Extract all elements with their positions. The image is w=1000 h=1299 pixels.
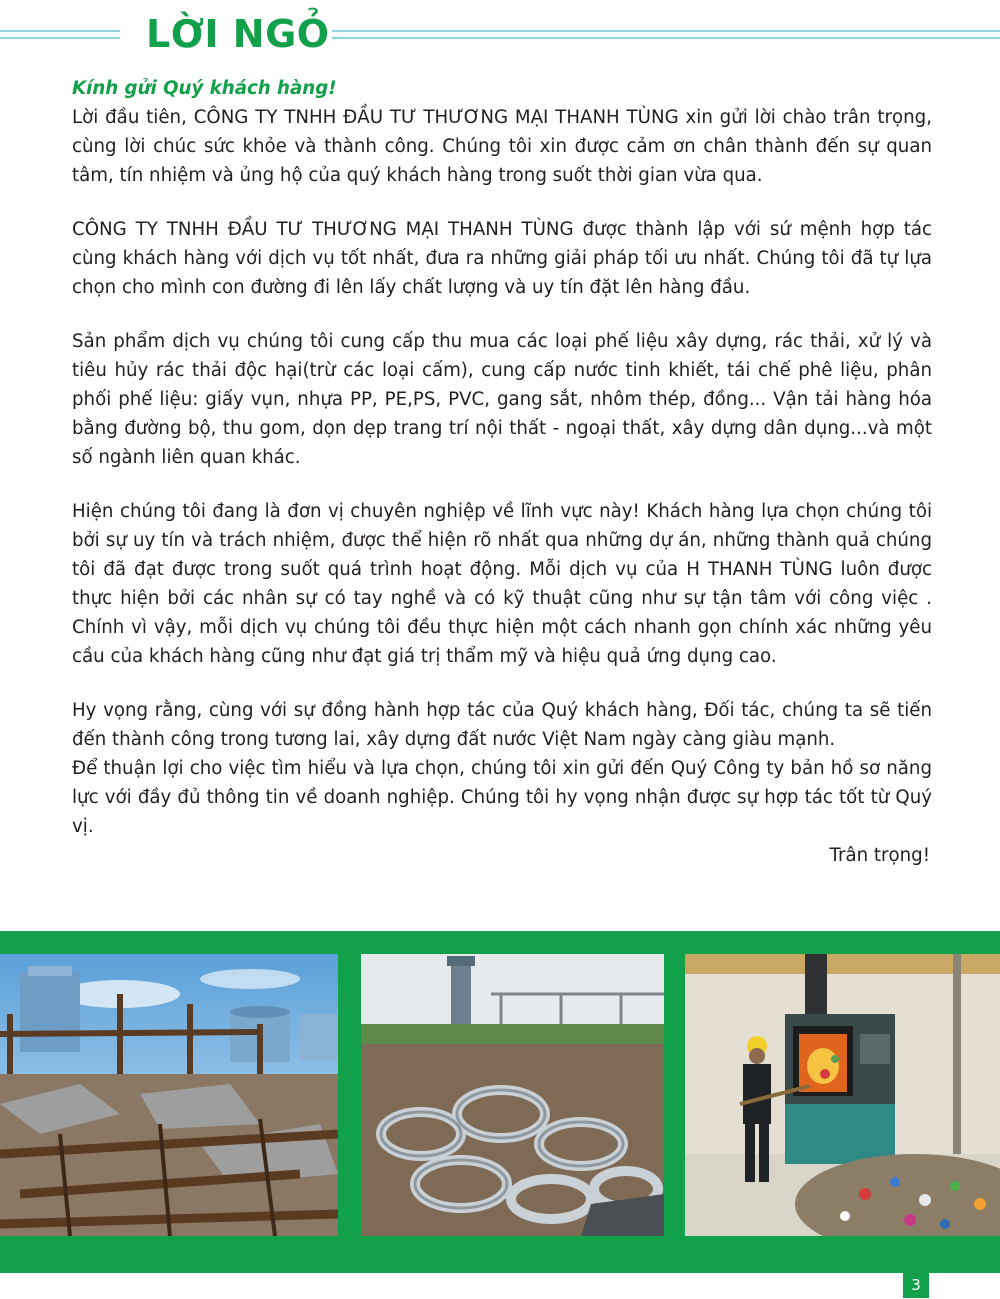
header-line-right (332, 28, 1000, 42)
letter-body (72, 74, 932, 870)
signoff: Trân trọng! (829, 845, 930, 866)
photo-band (0, 931, 1000, 1273)
photo-scrap-metal (361, 954, 664, 1236)
paragraph-hope: Hy vọng rằng, cùng với sự đồng hành hợp tác của Quý khách hàng, Đối tác, chúng ta sẽ tiến đến thành công trong tương lai, xây dựng đất nước Việt Nam ngày càng giàu mạnh. (72, 700, 932, 750)
paragraph-intro: Lời đầu tiên, CÔNG TY TNHH ĐẦU TƯ THƯƠNG MẠI THANH TÙNG xin gửi lời chào trân trọng, cùng lời chúc sức khỏe và thành công. Chúng tôi xin được cảm ơn chân thành đến sự quan tâm, tín nhiệm và ủng hộ của quý khách hàng trong suốt thời gian vừa qua. (72, 107, 932, 186)
paragraph-expertise: Hiện chúng tôi đang là đơn vị chuyên nghiệp về lĩnh vực này! Khách hàng lựa chọn chúng tôi bởi sự uy tín và trách nhiệm, được thể hiện rõ nhất qua những dự án, những thành quả chúng tôi đã đạt được trong suốt quá trình hoạt động. Mỗi dịch vụ của H THANH TÙNG luôn được thực hiện bởi các nhân sự có tay nghề và có kỹ thuật cũng như sự tận tâm với công việc . Chính vì vậy, mỗi dịch vụ chúng tôi đều thực hiện một cách nhanh gọn chính xác những yêu cầu của khách hàng cũng như đạt giá trị thẩm mỹ và hiệu quả ứng dụng cao. (72, 501, 932, 667)
photo-demolition-site (0, 954, 338, 1236)
page-title: LỜI NGỎ (146, 12, 330, 56)
header-line-left (0, 28, 120, 42)
paragraph-profile: Để thuận lợi cho việc tìm hiểu và lựa chọn, chúng tôi xin gửi đến Quý Công ty bản hồ sơ năng lực với đầy đủ thông tin về doanh nghiệp. Chúng tôi hy vọng nhận được sự hợp tác tốt từ Quý vị. (72, 758, 932, 837)
paragraph-mission: CÔNG TY TNHH ĐẦU TƯ THƯƠNG MẠI THANH TÙNG được thành lập với sứ mệnh hợp tác cùng khách hàng với dịch vụ tốt nhất, đưa ra những giải pháp tối ưu nhất. Chúng tôi đã tự lựa chọn cho mình con đường đi lên lấy chất lượng và uy tín đặt lên hàng đầu. (72, 219, 932, 298)
page-number: 3 (903, 1272, 929, 1298)
greeting: Kính gửi Quý khách hàng! (72, 78, 337, 99)
photo-incinerator (685, 954, 1000, 1236)
paragraph-services: Sản phẩm dịch vụ chúng tôi cung cấp thu mua các loại phế liệu xây dựng, rác thải, xử lý và tiêu hủy rác thải độc hại(trừ các loại cấm), cung cấp nước tinh khiết, tái chế phê liệu, phân phối phế liệu: giấy vụn, nhựa PP, PE,PS, PVC, gang sắt, nhôm thép, đồng... Vận tải hàng hóa bằng đường bộ, thu gom, dọn dẹp trang trí nội thất - ngoại thất, xây dựng dân dụng...và một số ngành liên quan khác. (72, 331, 932, 468)
